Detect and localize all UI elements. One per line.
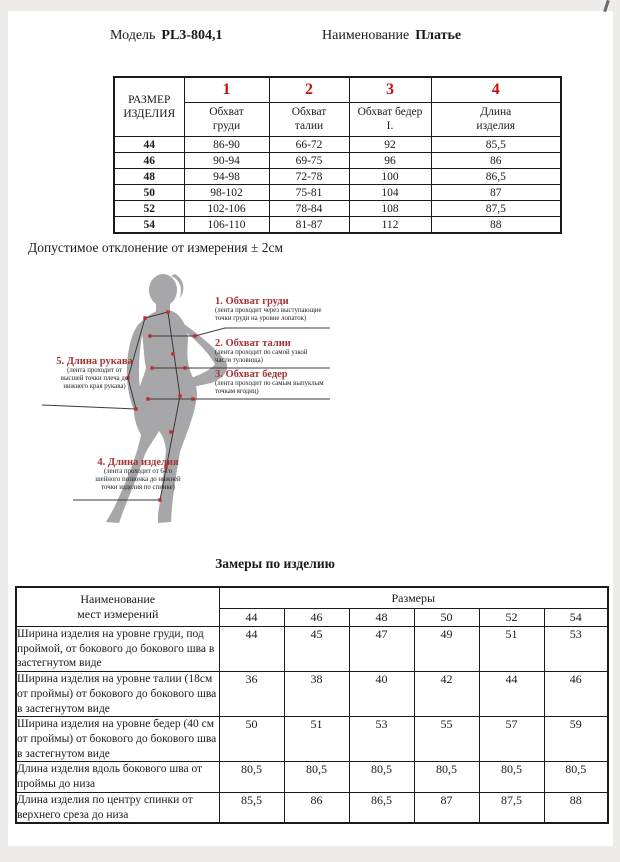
value-cell: 88 [431, 217, 561, 234]
measurement-label: Длина изделия по центру спинки от верхнего среза до низа [16, 792, 219, 823]
size-header: 52 [479, 609, 544, 627]
value-cell: 51 [284, 717, 349, 762]
value-cell: 90-94 [184, 153, 269, 169]
page-margin-left [0, 0, 8, 862]
figure-annotation-item-length [82, 457, 194, 492]
page-margin-right [613, 0, 620, 862]
annotation-desc: (лента проходит по самой узкой части туловища) [215, 349, 308, 365]
value-cell: 80,5 [349, 762, 414, 792]
annotation-desc: (лента проходит по самым выпуклым точкам ягодиц) [215, 380, 324, 396]
corner-line2: ИЗДЕЛИЯ [123, 108, 176, 120]
size-cell: 54 [114, 217, 184, 234]
annotation-desc: (лента проходит от 6-го шейного позвонка до нижней точки изделия по спинке) [95, 468, 181, 492]
size-cell: 52 [114, 201, 184, 217]
measure-table-header-row [16, 587, 608, 609]
value-cell: 102-106 [184, 201, 269, 217]
column-number-4: 4 [431, 77, 561, 103]
value-cell: 80,5 [414, 762, 479, 792]
measurement-label: Длина изделия вдоль бокового шва от проймы до низа [16, 762, 219, 792]
value-cell: 75-81 [269, 185, 349, 201]
value-cell: 87,5 [479, 792, 544, 823]
table-row [114, 201, 561, 217]
value-cell: 108 [349, 201, 431, 217]
garment-measurements-table [15, 586, 609, 824]
value-cell: 81-87 [269, 217, 349, 234]
value-cell: 85,5 [219, 792, 284, 823]
value-cell: 45 [284, 627, 349, 672]
value-cell: 86-90 [184, 137, 269, 153]
value-cell: 87 [414, 792, 479, 823]
measure-table-corner-header [16, 587, 219, 627]
table-row [16, 672, 608, 717]
annotation-desc: (лента проходит от высшей точки плеча до нижнего края рукава) [60, 367, 129, 391]
value-cell: 72-78 [269, 169, 349, 185]
value-cell: 53 [349, 717, 414, 762]
size-header: 46 [284, 609, 349, 627]
length-line2: изделия [476, 119, 516, 132]
value-cell: 78-84 [269, 201, 349, 217]
size-header: 44 [219, 609, 284, 627]
measurement-diagram [40, 272, 340, 534]
measurement-label: Ширина изделия на уровне талии (18см от проймы) от бокового до бокового шва в застегнутом виде [16, 672, 219, 717]
value-cell: 94-98 [184, 169, 269, 185]
table-row [114, 137, 561, 153]
value-cell: 96 [349, 153, 431, 169]
section-title: Замеры по изделию [215, 556, 335, 571]
size-header: 54 [544, 609, 608, 627]
value-cell: 86 [284, 792, 349, 823]
chest-line1: Обхват [209, 105, 244, 118]
sizes-group-header: Размеры [219, 587, 608, 609]
item-name-value: Платье [415, 28, 462, 43]
size-table-corner-header [114, 77, 184, 137]
value-cell: 59 [544, 717, 608, 762]
value-cell: 87 [431, 185, 561, 201]
waist-line2: талии [294, 119, 324, 132]
size-cell: 44 [114, 137, 184, 153]
annotation-title: 4. Длина изделия [97, 457, 179, 468]
table-row [114, 217, 561, 234]
value-cell: 92 [349, 137, 431, 153]
table-row [16, 717, 608, 762]
value-cell: 57 [479, 717, 544, 762]
size-cell: 50 [114, 185, 184, 201]
tolerance-note: Допустимое отклонение от измерения ± 2см [28, 240, 284, 255]
measurement-label: Ширина изделия на уровне бедер (40 см от проймы) от бокового до бокового шва в застегнутом виде [16, 717, 219, 762]
value-cell: 36 [219, 672, 284, 717]
column-header-length [431, 103, 561, 137]
item-name-label: Наименование [322, 28, 410, 43]
value-cell: 44 [479, 672, 544, 717]
value-cell: 38 [284, 672, 349, 717]
page-margin-top [0, 0, 620, 11]
column-number-2: 2 [269, 77, 349, 103]
size-cell: 46 [114, 153, 184, 169]
value-cell: 88 [544, 792, 608, 823]
value-cell: 98-102 [184, 185, 269, 201]
column-number-1: 1 [184, 77, 269, 103]
value-cell: 112 [349, 217, 431, 234]
model-field [110, 28, 222, 44]
table-row [16, 762, 608, 792]
annotation-title: 2. Обхват талии [215, 338, 291, 349]
model-value: PL3-804,1 [161, 28, 223, 43]
size-header: 48 [349, 609, 414, 627]
corner-line2: мест измерений [77, 607, 159, 621]
chest-line2: груди [212, 119, 241, 132]
table-row [114, 153, 561, 169]
annotation-title: 5. Длина рукава [56, 356, 133, 367]
value-cell: 49 [414, 627, 479, 672]
value-cell: 40 [349, 672, 414, 717]
model-label: Модель [110, 28, 156, 43]
value-cell: 44 [219, 627, 284, 672]
page-margin-bottom [0, 846, 620, 862]
table-row [16, 792, 608, 823]
value-cell: 69-75 [269, 153, 349, 169]
figure-annotation-sleeve-length [42, 356, 147, 391]
figure-annotation-chest [215, 296, 327, 323]
value-cell: 80,5 [479, 762, 544, 792]
value-cell: 104 [349, 185, 431, 201]
measurement-label: Ширина изделия на уровне груди, под проймой, от бокового до бокового шва в застегнутом виде [16, 627, 219, 672]
value-cell: 80,5 [544, 762, 608, 792]
hips-line2: I. [386, 119, 394, 132]
size-cell: 48 [114, 169, 184, 185]
figure-annotation-waist [215, 338, 323, 365]
value-cell: 51 [479, 627, 544, 672]
value-cell: 66-72 [269, 137, 349, 153]
figure-annotation-hips [215, 369, 333, 396]
value-cell: 86,5 [431, 169, 561, 185]
value-cell: 86,5 [349, 792, 414, 823]
table-row [114, 169, 561, 185]
annotation-desc: (лента проходит через выступающие точки груди на уровне лопаток) [215, 307, 322, 323]
value-cell: 46 [544, 672, 608, 717]
item-name-field [322, 28, 461, 44]
hips-line1: Обхват бедер [357, 105, 423, 118]
value-cell: 50 [219, 717, 284, 762]
value-cell: 53 [544, 627, 608, 672]
column-number-3: 3 [349, 77, 431, 103]
column-header-chest [184, 103, 269, 137]
column-header-hips [349, 103, 431, 137]
value-cell: 55 [414, 717, 479, 762]
value-cell: 80,5 [219, 762, 284, 792]
length-line1: Длина [480, 105, 512, 118]
value-cell: 47 [349, 627, 414, 672]
annotation-title: 1. Обхват груди [215, 296, 289, 307]
value-cell: 42 [414, 672, 479, 717]
annotation-title: 3. Обхват бедер [215, 369, 288, 380]
size-chart-table [113, 76, 562, 234]
corner-line1: РАЗМЕР [128, 93, 171, 106]
value-cell: 85,5 [431, 137, 561, 153]
waist-line1: Обхват [291, 105, 327, 118]
value-cell: 86 [431, 153, 561, 169]
value-cell: 80,5 [284, 762, 349, 792]
value-cell: 106-110 [184, 217, 269, 234]
table-row [16, 627, 608, 672]
value-cell: 87,5 [431, 201, 561, 217]
column-header-waist [269, 103, 349, 137]
size-table-number-row [114, 77, 561, 103]
size-header: 50 [414, 609, 479, 627]
table-row [114, 185, 561, 201]
value-cell: 100 [349, 169, 431, 185]
corner-line1: Наименование [80, 592, 156, 606]
